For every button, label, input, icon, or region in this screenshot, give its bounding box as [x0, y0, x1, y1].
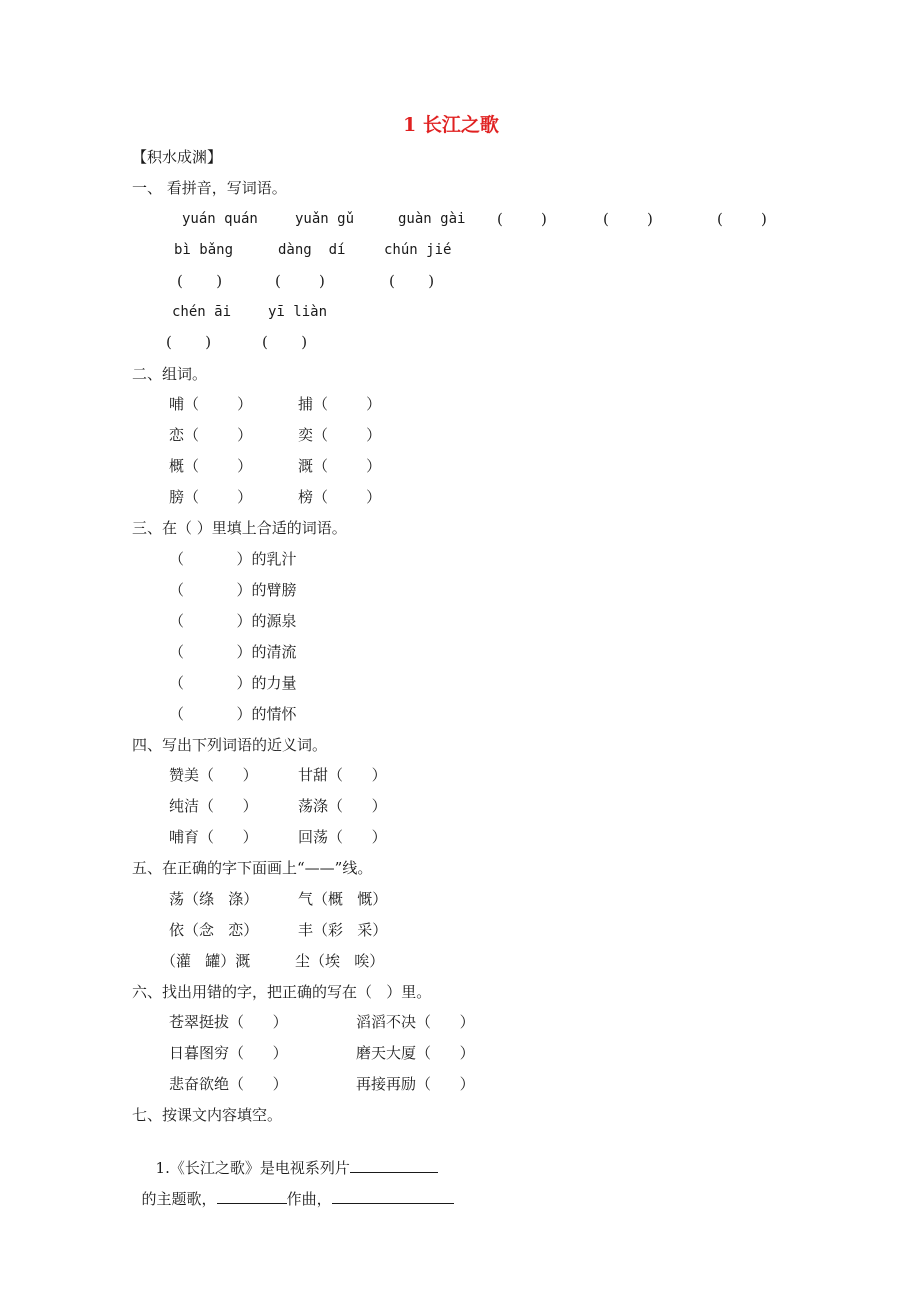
- word-item[interactable]: 哺（ ）: [169, 395, 253, 413]
- page-title: 1 长江之歌: [403, 114, 499, 136]
- answer-bracket[interactable]: ( ): [275, 272, 325, 290]
- synonym-item[interactable]: 哺育（ ）: [169, 828, 258, 846]
- q7-line-2-text-b: 作曲，: [286, 1190, 332, 1208]
- q3-heading: 三、在（ ）里填上合适的词语。: [132, 519, 347, 537]
- q7-line-2: [132, 1167, 454, 1209]
- word-item[interactable]: 捕（ ）: [298, 395, 382, 413]
- fill-item[interactable]: （ ）的清流: [169, 643, 297, 661]
- synonym-item[interactable]: 赞美（ ）: [169, 766, 258, 784]
- choice-item[interactable]: 气（概 慨）: [298, 890, 388, 908]
- synonym-item[interactable]: 回荡（ ）: [298, 828, 387, 846]
- fill-item[interactable]: （ ）的乳汁: [169, 550, 297, 568]
- correction-item[interactable]: 日暮图穷（ ）: [169, 1044, 288, 1062]
- word-item[interactable]: 概（ ）: [169, 457, 253, 475]
- answer-bracket[interactable]: ( ): [717, 210, 767, 228]
- answer-bracket[interactable]: ( ): [166, 333, 212, 351]
- correction-item[interactable]: 滔滔不决（ ）: [356, 1013, 475, 1031]
- synonym-item[interactable]: 荡涤（ ）: [298, 797, 387, 815]
- correction-item[interactable]: 苍翠挺拔（ ）: [169, 1013, 288, 1031]
- blank-lyricist[interactable]: [332, 1187, 454, 1204]
- choice-item[interactable]: 依（念 恋）: [169, 921, 259, 939]
- word-item[interactable]: 溉（ ）: [298, 457, 382, 475]
- synonym-item[interactable]: 甘甜（ ）: [298, 766, 387, 784]
- fill-item[interactable]: （ ）的源泉: [169, 612, 297, 630]
- pinyin: guàn gài: [398, 211, 466, 227]
- word-item[interactable]: 奕（ ）: [298, 426, 382, 444]
- q2-heading: 二、组词。: [132, 365, 208, 383]
- pinyin: yuán quán: [182, 211, 258, 227]
- q7-line-2-text-a: 的主题歌，: [141, 1190, 217, 1208]
- q4-heading: 四、写出下列词语的近义词。: [132, 736, 328, 754]
- blank-composer[interactable]: [217, 1187, 287, 1204]
- fill-item[interactable]: （ ）的力量: [169, 674, 297, 692]
- answer-bracket[interactable]: ( ): [497, 210, 547, 228]
- choice-item[interactable]: 丰（彩 采）: [298, 921, 388, 939]
- q7-line-1-text: 1.《长江之歌》是电视系列片: [155, 1159, 350, 1177]
- word-item[interactable]: 膀（ ）: [169, 488, 253, 506]
- q7-heading: 七、按课文内容填空。: [132, 1106, 283, 1124]
- pinyin: chén āi: [172, 304, 232, 320]
- fill-item[interactable]: （ ）的情怀: [169, 705, 297, 723]
- choice-item[interactable]: 荡（绦 涤）: [169, 890, 259, 908]
- pinyin: yī liàn: [268, 304, 328, 320]
- q1-heading: 一、 看拼音，写词语。: [132, 179, 287, 197]
- pinyin: bì bǎng: [174, 242, 234, 258]
- answer-bracket[interactable]: ( ): [389, 272, 435, 290]
- answer-bracket[interactable]: ( ): [262, 333, 308, 351]
- choice-item[interactable]: （灌 罐）溉: [161, 952, 251, 970]
- fill-item[interactable]: （ ）的臂膀: [169, 581, 297, 599]
- choice-item[interactable]: 尘（埃 唉）: [295, 952, 385, 970]
- correction-item[interactable]: 悲奋欲绝（ ）: [169, 1075, 288, 1093]
- q5-heading: 五、在正确的字下面画上“——”线。: [132, 859, 373, 877]
- pinyin: yuǎn gǔ: [295, 211, 355, 227]
- correction-item[interactable]: 再接再励（ ）: [356, 1075, 475, 1093]
- pinyin: chún jié: [384, 242, 452, 258]
- word-item[interactable]: 恋（ ）: [169, 426, 253, 444]
- pinyin: dàng dí: [278, 242, 346, 258]
- correction-item[interactable]: 磨天大厦（ ）: [356, 1044, 475, 1062]
- answer-bracket[interactable]: ( ): [603, 210, 653, 228]
- q6-heading: 六、找出用错的字，把正确的写在（ ）里。: [132, 983, 432, 1001]
- answer-bracket[interactable]: ( ): [177, 272, 223, 290]
- section-header: 【积水成渊】: [132, 148, 223, 166]
- word-item[interactable]: 榜（ ）: [298, 488, 382, 506]
- synonym-item[interactable]: 纯洁（ ）: [169, 797, 258, 815]
